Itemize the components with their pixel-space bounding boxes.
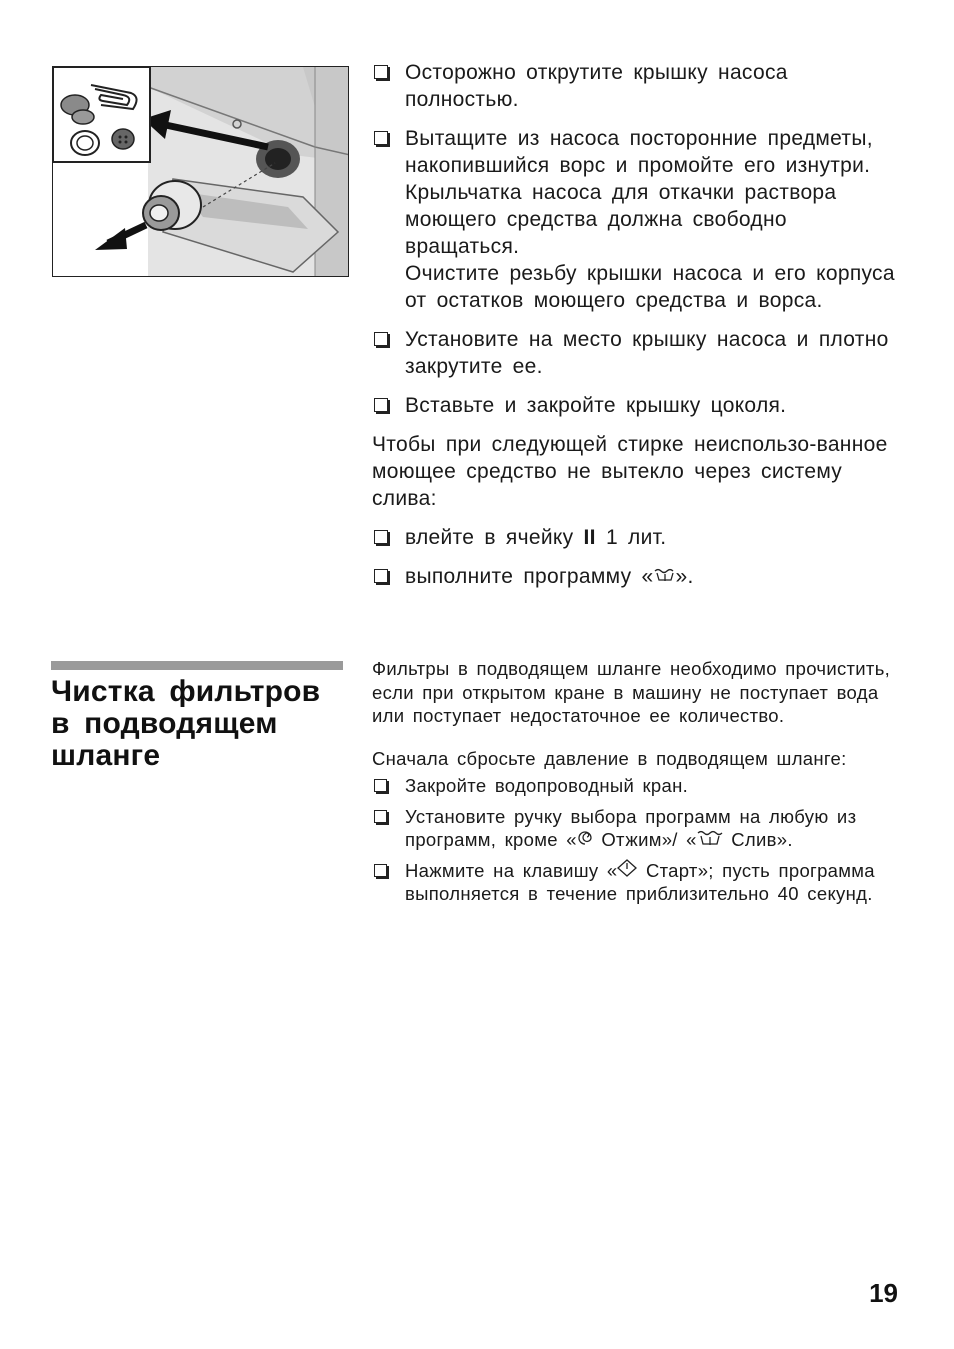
section-paragraph: Фильтры в подводящем шланге необходимо прочистить, если при открытом кране в машину не поступает вода или поступает недостаточное ее количество. — [372, 658, 891, 726]
compartment-label: II — [583, 526, 596, 549]
list-item: Нажмите на клавишу « Старт»; пусть программа выполняется в течение приблизительно 40 секунд. — [372, 859, 902, 906]
list-item: Вставьте и закройте крышку цоколя. — [372, 392, 902, 419]
checkbox-bullet-icon — [374, 569, 388, 583]
checkbox-bullet-icon — [374, 530, 388, 544]
checkbox-bullet-icon — [374, 131, 388, 145]
list-item: Вытащите из насоса посторонние предметы, накопившийся ворс и промойте его изнутри. Крыльчатка насоса для откачки раствора моющего средства должна свободно вращаться. Очистите резьбу крышки насоса и его корпуса от остатков моющего средства и ворса. — [372, 125, 902, 314]
pump-steps-section — [372, 59, 902, 602]
drain-icon — [697, 830, 723, 846]
checkbox-bullet-icon — [374, 332, 388, 346]
list-item: выполните программу « ». — [372, 563, 902, 590]
section-title: Чистка фильтров в подводящем шланге — [51, 675, 321, 772]
section-paragraph: Сначала сбросьте давление в подводящем шланге: — [372, 747, 847, 769]
pump-steps-list — [372, 59, 902, 419]
section-divider — [51, 661, 343, 670]
intro-paragraph: Чтобы при следующей стирке неиспользо-ванное моющее средство не вытекло через систему слива: — [372, 433, 888, 510]
drain-icon — [654, 568, 676, 582]
list-item: Установите ручку выбора программ на любую из программ, кроме « Отжим»/ « Слив». — [372, 805, 902, 852]
hose-filter-section — [372, 657, 902, 913]
pressure-steps-list — [372, 774, 902, 906]
checkbox-bullet-icon — [374, 864, 387, 877]
list-item: Установите на место крышку насоса и плотно закрутите ее. — [372, 326, 902, 380]
list-item: Закройте водопроводный кран. — [372, 774, 902, 798]
pump-cleaning-illustration — [52, 66, 349, 277]
start-icon — [617, 859, 637, 877]
list-item: Осторожно открутите крышку насоса полностью. — [372, 59, 902, 113]
page-number: 19 — [869, 1278, 898, 1308]
list-item: влейте в ячейку II 1 лит. — [372, 524, 902, 551]
detergent-steps-list — [372, 524, 902, 590]
checkbox-bullet-icon — [374, 810, 387, 823]
checkbox-bullet-icon — [374, 398, 388, 412]
pump-illustration-svg — [53, 67, 349, 277]
checkbox-bullet-icon — [374, 779, 387, 792]
spin-icon — [577, 830, 593, 846]
checkbox-bullet-icon — [374, 65, 388, 79]
